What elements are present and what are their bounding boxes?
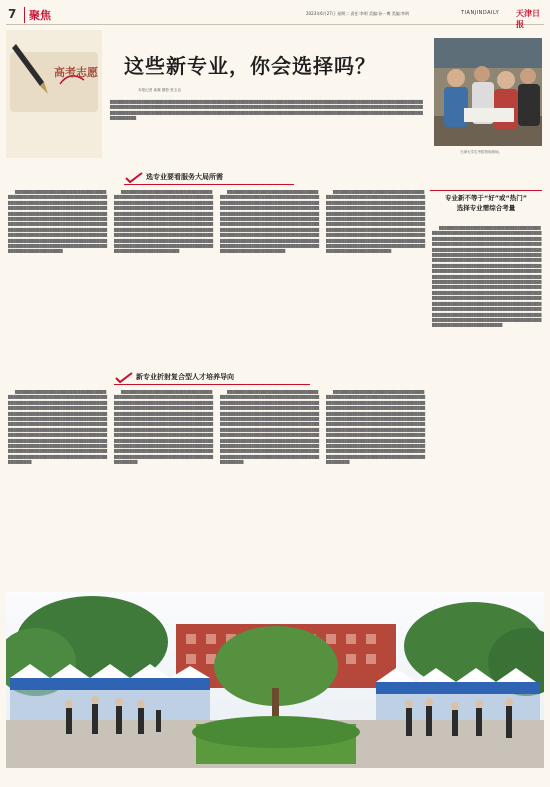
section-name: 聚焦 bbox=[24, 7, 51, 23]
body-column-5: ████████████████████████████████████████████████████████████████████████████████████████████████████████████████████████████████████████████████████████████████████████████████████████████████████████████████████████████████████████████████████████████████████████████████████████████████████████████████████████████████████████████████████████████████████████████████████████████████████████████████████████████████████████████████████████████████████████████████████████████████████████████████████ bbox=[8, 390, 108, 465]
sidebar-body: ████████████████████████████████████████████████████████████████████████████████████████████████████████████████████████████████████████████████████████████████████████████████████████████████████████████████████████████████████████████████████████████████████████████████████████████████████████████████████████████████████████████████████████████████████████████████████████████████████████████████████████████████████████████████████████████████████████████████████████████████████████████████████████████████████████████████████████████████████████████████████████████████████████████████████████████████████████████████████████████████████████████████████████████████████████████████████████████████████████████████████████████████████████████████████████████████████████████ bbox=[432, 226, 542, 328]
sidebar-rule-top bbox=[430, 190, 542, 191]
body-column-7: ████████████████████████████████████████████████████████████████████████████████████████████████████████████████████████████████████████████████████████████████████████████████████████████████████████████████████████████████████████████████████████████████████████████████████████████████████████████████████████████████████████████████████████████████████████████████████████████████████████████████████████████████████████████████████████████████████████████████████████████████████████████████████ bbox=[220, 390, 320, 465]
body-column-3: ████████████████████████████████████████████████████████████████████████████████████████████████████████████████████████████████████████████████████████████████████████████████████████████████████████████████████████████████████████████████████████████████████████████████████████████████████████████████████████████████████████████████████████████████████████████████████████████████████████████████████████████████████████████████████████ bbox=[220, 190, 320, 254]
banner-illustration bbox=[6, 30, 102, 158]
section-heading-2 bbox=[114, 372, 310, 385]
section-heading-1 bbox=[124, 172, 294, 185]
sidebar-heading-line-1: 专业新不等于“好”或“热门” bbox=[444, 194, 528, 202]
sidebar-heading bbox=[430, 188, 542, 213]
page-header bbox=[6, 6, 544, 29]
photo-caption: 天津大学生考招咨询现场。 bbox=[460, 150, 502, 154]
masthead-logo: 天津日报 bbox=[516, 8, 540, 29]
byline: 本报记者 姜凝 摄影 张玉良 bbox=[138, 88, 181, 92]
date-line: 2023年6月27日 星期二 责任:李明 美编:孙一博 美编:李明 bbox=[306, 11, 409, 16]
body-column-6: ████████████████████████████████████████████████████████████████████████████████████████████████████████████████████████████████████████████████████████████████████████████████████████████████████████████████████████████████████████████████████████████████████████████████████████████████████████████████████████████████████████████████████████████████████████████████████████████████████████████████████████████████████████████████████████████████████████████████████████████████████████████████████ bbox=[114, 390, 214, 465]
section-heading-2-label: 新专业折射复合型人才培养导向 bbox=[136, 373, 234, 381]
campus-fair-photo bbox=[6, 592, 544, 768]
body-column-8: ████████████████████████████████████████████████████████████████████████████████████████████████████████████████████████████████████████████████████████████████████████████████████████████████████████████████████████████████████████████████████████████████████████████████████████████████████████████████████████████████████████████████████████████████████████████████████████████████████████████████████████████████████████████████████████████████████████████████████████████████████████████████████ bbox=[326, 390, 426, 465]
headline: 这些新专业，你会选择吗？ bbox=[124, 54, 376, 78]
sidebar-heading-line-2: 选择专业需综合考量 bbox=[456, 204, 516, 212]
students-photo bbox=[434, 38, 542, 146]
body-column-4: ████████████████████████████████████████████████████████████████████████████████████████████████████████████████████████████████████████████████████████████████████████████████████████████████████████████████████████████████████████████████████████████████████████████████████████████████████████████████████████████████████████████████████████████████████████████████████████████████████████████████████████████████████████████████████████ bbox=[326, 190, 426, 254]
checkmark-flag-icon bbox=[114, 372, 134, 384]
body-column-1: ████████████████████████████████████████████████████████████████████████████████████████████████████████████████████████████████████████████████████████████████████████████████████████████████████████████████████████████████████████████████████████████████████████████████████████████████████████████████████████████████████████████████████████████████████████████████████████████████████████████████████████████████████████████████████ bbox=[8, 190, 108, 254]
lead-paragraph: ██████████████████████████████████████████████████████████████████████████████████████████████████████████████████████████████████████████████████████████████████████████████████████████████████████████████████████████████████████████████████████████████████████████████████████████████████████████████████████████████████████████████████████████████████████████████████ bbox=[110, 100, 423, 121]
banner-tag: 高考志愿 bbox=[54, 66, 98, 79]
masthead-latin: TIANJINDAILY bbox=[461, 10, 500, 16]
page-number: 7 bbox=[8, 7, 17, 21]
body-column-2: ████████████████████████████████████████████████████████████████████████████████████████████████████████████████████████████████████████████████████████████████████████████████████████████████████████████████████████████████████████████████████████████████████████████████████████████████████████████████████████████████████████████████████████████████████████████████████████████████████████████████████████████████████████████████████████ bbox=[114, 190, 214, 254]
section-heading-1-label: 选专业要看服务大局所需 bbox=[146, 173, 223, 181]
checkmark-flag-icon bbox=[124, 172, 144, 184]
